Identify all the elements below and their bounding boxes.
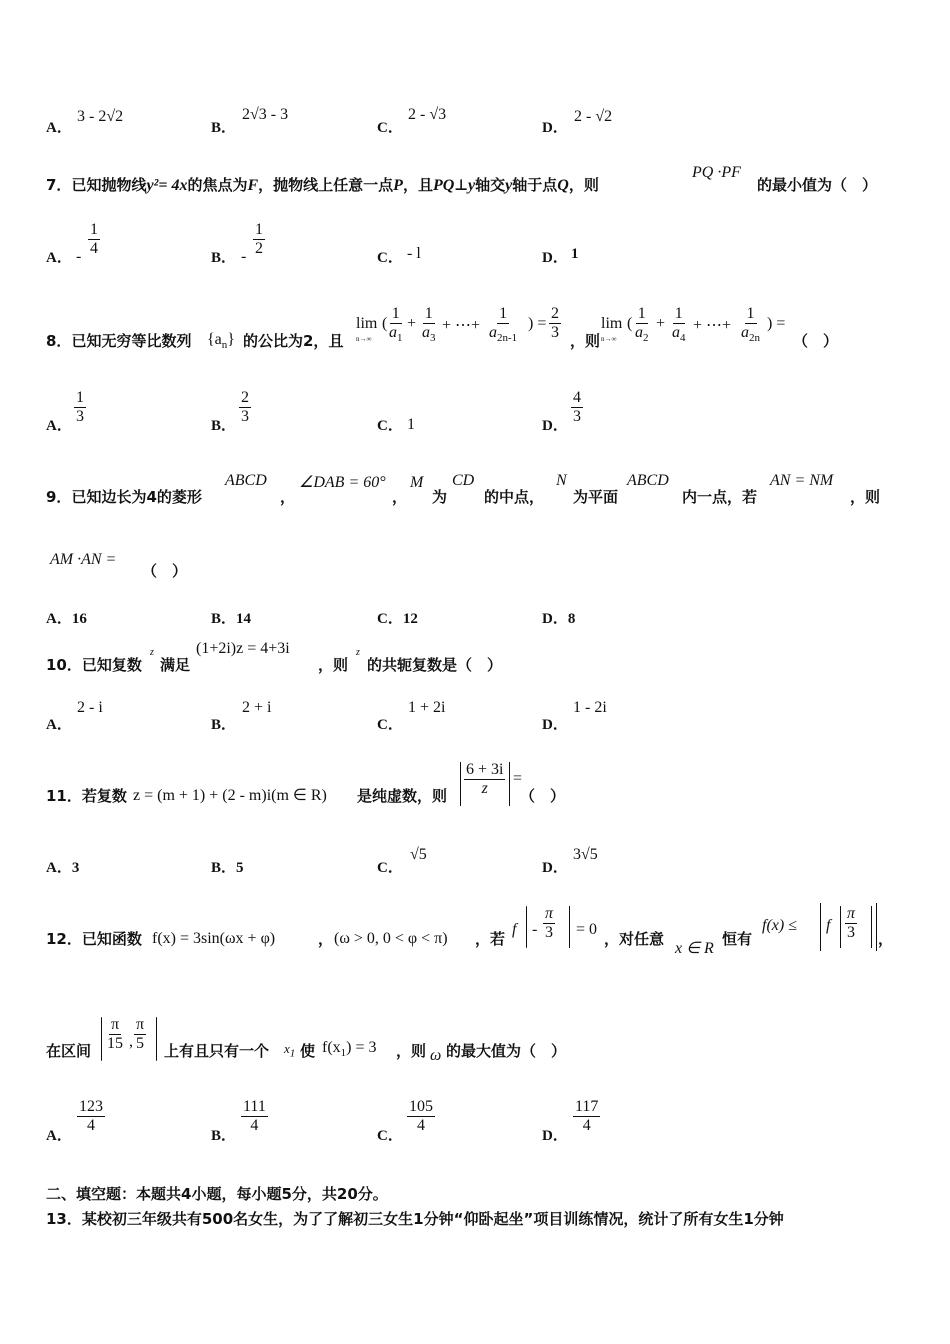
stem-text: 已知抛物线 bbox=[71, 176, 147, 194]
stem-text: 的公比为2，且 bbox=[243, 332, 344, 350]
math-symbol: f bbox=[826, 917, 831, 934]
stem-text: 已知无穷等比数列 bbox=[71, 332, 192, 350]
option-label: A． bbox=[46, 250, 72, 266]
option-label: A． bbox=[46, 120, 72, 136]
stem-text: ，且 bbox=[402, 176, 433, 194]
option-label: C． bbox=[377, 1128, 403, 1144]
sequence-notation: $\{a_n\}$ bbox=[207, 331, 235, 352]
stem-text: ，则 bbox=[568, 176, 599, 194]
option-value: 2 - √3 bbox=[408, 106, 447, 123]
paren-left bbox=[526, 906, 527, 948]
option-fraction: $\frac{4}{3}$ bbox=[573, 389, 581, 425]
stem-text: 的共轭复数是（ ） bbox=[367, 656, 503, 674]
option-value: 2 - i bbox=[77, 699, 103, 716]
option-label: C． bbox=[377, 120, 403, 136]
stem-text: （ ） bbox=[520, 787, 566, 805]
math-symbol: P bbox=[393, 177, 403, 194]
abs-bar-left bbox=[820, 903, 821, 951]
interval-start-fraction: $\frac{\pi}{15}$ bbox=[107, 1016, 123, 1052]
math-symbol: ω bbox=[430, 1047, 442, 1064]
stem-text: 轴交 bbox=[475, 176, 506, 194]
equality-condition: AN = NM bbox=[770, 472, 834, 489]
stem-text: 为 bbox=[432, 488, 448, 506]
interval-end-fraction: $\frac{\pi}{5}$ bbox=[136, 1016, 145, 1052]
math-symbol: M bbox=[410, 474, 424, 491]
function-value-condition: $f(x_1) = 3$ bbox=[322, 1039, 377, 1060]
option-value: - l bbox=[407, 245, 421, 262]
math-symbol: PQ bbox=[432, 177, 455, 194]
stem-text: 上有且只有一个 bbox=[164, 1042, 270, 1060]
math-symbol: = bbox=[513, 770, 523, 787]
option-fraction: $\frac{117}{4}$ bbox=[575, 1098, 599, 1134]
option-label: D． bbox=[542, 717, 568, 733]
math-symbol: y bbox=[505, 177, 513, 194]
question-8-stem bbox=[46, 330, 191, 351]
stem-text: ，对任意 bbox=[604, 930, 665, 948]
option-sign: - bbox=[76, 248, 82, 265]
option-fraction: $\frac{1}{4}$ bbox=[90, 221, 98, 257]
angle-condition: ∠DAB = 60° bbox=[299, 474, 386, 491]
stem-text: 的中点， bbox=[484, 488, 545, 506]
question-10-number: 10．已知复数 bbox=[46, 656, 142, 674]
option-label: A． bbox=[46, 1128, 72, 1144]
option-label: B． bbox=[211, 1128, 237, 1144]
plane-name: ABCD bbox=[627, 472, 669, 489]
paren-left bbox=[840, 906, 841, 948]
option-label: D． bbox=[542, 1128, 568, 1144]
question-12-number: 12．已知函数 bbox=[46, 930, 142, 948]
math-symbol: z bbox=[356, 647, 360, 658]
option-label: D． bbox=[542, 860, 568, 876]
question-13-stem: 13．某校初三年级共有500名女生，为了了解初三女生1分钟“仰卧起坐”项目训练情况，统计了所有女生1分钟 bbox=[46, 1210, 784, 1228]
option-value: √5 bbox=[410, 846, 427, 863]
dot-product-expression: AM ·AN = bbox=[50, 551, 117, 568]
stem-text: 轴于点 bbox=[512, 176, 558, 194]
stem-text: 在区间 bbox=[46, 1042, 92, 1060]
question-number: 7． bbox=[46, 176, 72, 194]
math-symbol: Q bbox=[557, 177, 569, 194]
abs-bar-right bbox=[876, 903, 877, 951]
stem-text: （ ） bbox=[142, 562, 188, 580]
math-symbol: - bbox=[532, 921, 538, 938]
paren-right bbox=[871, 906, 872, 948]
stem-text: ，则 bbox=[318, 656, 349, 674]
stem-text: ， bbox=[318, 930, 334, 948]
math-symbol: N bbox=[556, 472, 567, 489]
function-argument-fraction: $\frac{\pi}{3}$ bbox=[545, 905, 554, 941]
stem-text: 的焦点为 bbox=[187, 176, 248, 194]
option-value: 3√5 bbox=[573, 846, 598, 863]
complex-equation: (1+2i)z = 4+3i bbox=[196, 640, 290, 657]
option-value: 3 - 2√2 bbox=[77, 108, 124, 125]
option-fraction: $\frac{2}{3}$ bbox=[241, 389, 249, 425]
stem-text: 为平面 bbox=[573, 488, 619, 506]
math-symbol: z bbox=[150, 647, 154, 658]
option-label: D．8 bbox=[542, 611, 576, 627]
rhombus-name: ABCD bbox=[225, 472, 267, 489]
option-label: C． bbox=[377, 717, 403, 733]
option-fraction: $\frac{111}{4}$ bbox=[243, 1098, 266, 1134]
option-value: 2√3 - 3 bbox=[242, 106, 289, 123]
option-label: B． bbox=[211, 418, 237, 434]
paren-right bbox=[156, 1017, 157, 1061]
math-symbol: y bbox=[468, 177, 476, 194]
question-9-number: 9．已知边长为4的菱形 bbox=[46, 488, 202, 506]
question-number: 8． bbox=[46, 332, 72, 350]
paren-left bbox=[101, 1017, 102, 1061]
stem-text: ， bbox=[280, 488, 296, 506]
stem-text: ，则 bbox=[396, 1042, 427, 1060]
option-fraction: $\frac{1}{3}$ bbox=[76, 389, 84, 425]
stem-text: （ ） bbox=[793, 332, 839, 350]
math-symbol: , bbox=[129, 1033, 133, 1050]
math-symbol: F bbox=[247, 177, 259, 194]
option-fraction: $\frac{1}{2}$ bbox=[255, 221, 263, 257]
option-value: 2 - √2 bbox=[574, 108, 613, 125]
section-heading: 二、填空题：本题共4小题，每小题5分，共20分。 bbox=[46, 1185, 388, 1203]
option-value: 1 bbox=[407, 416, 415, 433]
question-11-number: 11．若复数 bbox=[46, 787, 127, 805]
option-value: 1 bbox=[571, 246, 579, 262]
option-sign: - bbox=[241, 248, 247, 265]
stem-text: 满足 bbox=[160, 656, 191, 674]
option-label: C． bbox=[377, 860, 403, 876]
option-label: C． bbox=[377, 418, 403, 434]
stem-text: 的最大值为（ ） bbox=[446, 1042, 567, 1060]
question-7-stem bbox=[46, 174, 599, 195]
option-label: B．5 bbox=[211, 860, 244, 876]
option-label: B． bbox=[211, 717, 237, 733]
option-value: 1 - 2i bbox=[573, 699, 607, 716]
option-label: C． bbox=[377, 250, 403, 266]
complex-number-definition: z = (m + 1) + (2 - m)i(m ∈ R) bbox=[133, 787, 327, 804]
option-label: D． bbox=[542, 120, 568, 136]
stem-text: 使 bbox=[300, 1042, 316, 1060]
dot-product-expression: PQ ·PF bbox=[692, 164, 741, 181]
option-label: B．14 bbox=[211, 611, 252, 627]
abs-bar-right bbox=[509, 762, 510, 806]
option-value: 1 + 2i bbox=[408, 699, 446, 716]
paren-right bbox=[569, 906, 570, 948]
option-label: B． bbox=[211, 250, 237, 266]
segment-name: CD bbox=[452, 472, 475, 489]
abs-bar-left bbox=[460, 762, 461, 806]
option-label: A． bbox=[46, 717, 72, 733]
option-label: A．16 bbox=[46, 611, 87, 627]
option-label: A．3 bbox=[46, 860, 80, 876]
math-symbol: f bbox=[512, 921, 517, 938]
math-symbol: ⊥ bbox=[454, 176, 469, 194]
option-label: C．12 bbox=[377, 611, 418, 627]
stem-text: ，抛物线上任意一点 bbox=[258, 176, 394, 194]
math-symbol: $x_1$ bbox=[284, 1041, 296, 1060]
function-argument-fraction: $\frac{\pi}{3}$ bbox=[847, 905, 856, 941]
math-symbol: = 0 bbox=[576, 921, 598, 938]
function-definition: f(x) = 3sin(ωx + φ) bbox=[152, 930, 276, 947]
option-fraction: $\frac{105}{4}$ bbox=[409, 1098, 433, 1134]
option-value: 2 + i bbox=[242, 699, 272, 716]
stem-text: ， bbox=[878, 930, 894, 948]
stem-text: 的最小值为（ ） bbox=[757, 176, 878, 194]
option-label: D． bbox=[542, 418, 568, 434]
option-fraction: $\frac{123}{4}$ bbox=[79, 1098, 103, 1134]
option-label: B． bbox=[211, 120, 237, 136]
option-label: D． bbox=[542, 250, 568, 266]
stem-text: 是纯虚数，则 bbox=[357, 787, 448, 805]
stem-text: ， bbox=[392, 488, 408, 506]
inequality-lhs: f(x) ≤ bbox=[762, 917, 797, 934]
domain-condition: x ∈ R bbox=[675, 940, 714, 957]
stem-text: ，则 bbox=[850, 488, 881, 506]
stem-text: 内一点，若 bbox=[682, 488, 758, 506]
parabola-equation: y²= 4x bbox=[146, 177, 188, 194]
parameter-condition: (ω > 0, 0 < φ < π) bbox=[334, 930, 448, 947]
stem-text: ，若 bbox=[475, 930, 506, 948]
stem-text: ，则 bbox=[570, 332, 601, 350]
stem-text: 恒有 bbox=[722, 930, 753, 948]
option-label: A． bbox=[46, 418, 72, 434]
modulus-fraction: $\frac{6 + 3i}{z}$ bbox=[466, 761, 504, 797]
